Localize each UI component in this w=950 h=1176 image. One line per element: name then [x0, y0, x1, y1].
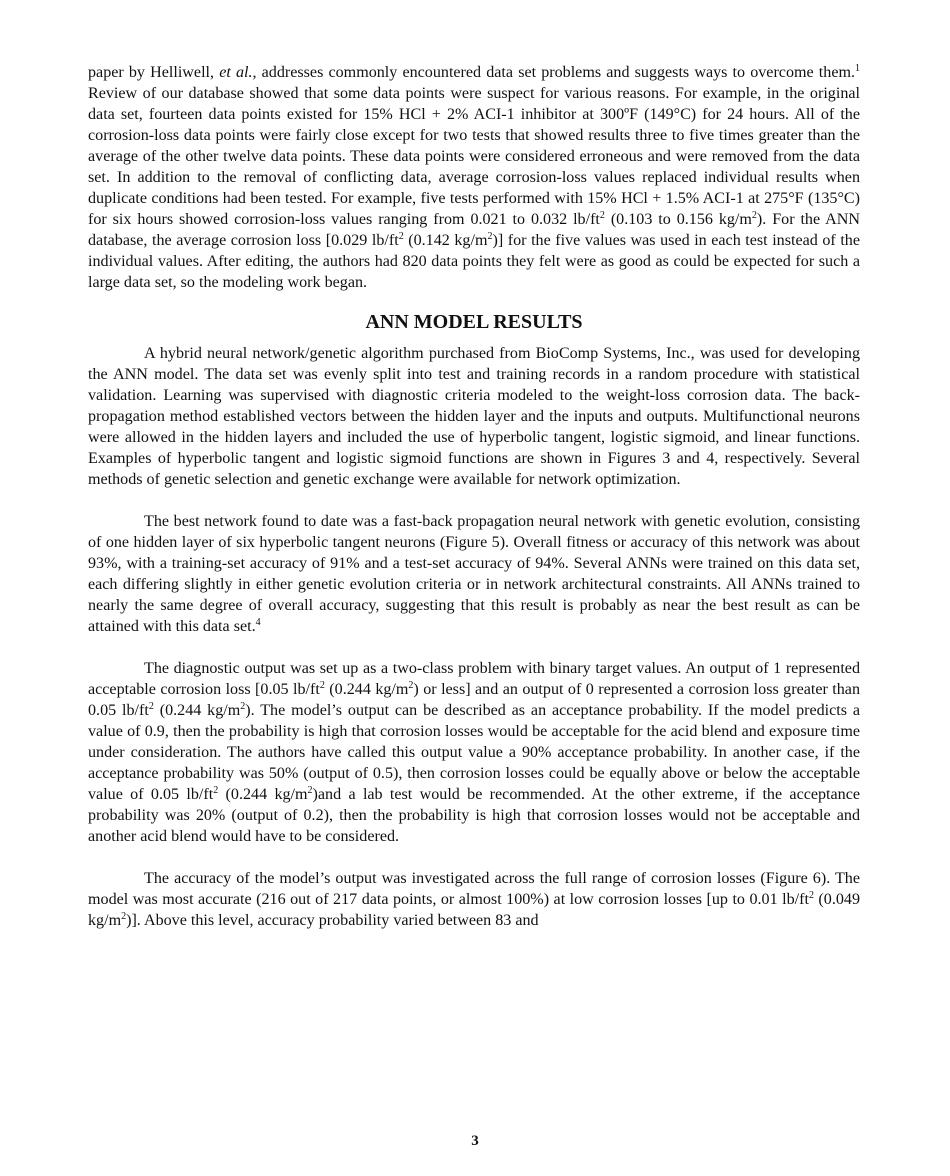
- superscript: 2: [148, 701, 154, 712]
- text-run: ). The model’s output can be described as an acceptance probability. If the model predicts a value of 0.9, then the probability is high that corrosion losses would be acceptable for the acid blend and exposure time under consideration. The authors have called this output value a 90% acceptance probability. In another case, if the acceptance probability was 50% (output of 0.5), then corrosion losses could be equally above or below the acceptable value of 0.05 lb/ft: [88, 702, 861, 803]
- text-run: ). For the ANN database, the average corrosion loss [0.029 lb/ft: [88, 211, 861, 249]
- text-run: ) or less] and an output of 0 represented a corrosion loss greater than 0.05 lb/ft: [88, 681, 860, 719]
- text-run: (0.244 kg/m: [218, 786, 308, 803]
- superscript: 2: [398, 231, 404, 242]
- section-heading: ANN MODEL RESULTS: [365, 311, 583, 333]
- paragraph-data-editing: [88, 62, 860, 293]
- text-run: (0.244 kg/m: [324, 681, 409, 698]
- text-run: )] for the five values was used in each test instead of the individual values. After editing, the authors had 820 data points they felt were as good as could be expected for such a large data set, so the modeling work began.: [88, 232, 860, 291]
- paragraph-best-network: [88, 511, 860, 637]
- superscript: 2: [121, 911, 127, 922]
- paragraph-model-description: A hybrid neural network/genetic algorithm purchased from BioComp Systems, Inc., was used for developing the ANN model. The data set was evenly split into test and training records in a random procedure with statistical validation. Learning was supervised with diagnostic criteria modeled to the weight-loss corrosion data. The back-propagation method established vectors between the hidden layer and the inputs and outputs. Multifunctional neurons were allowed in the hidden layers and included the use of hyperbolic tangent, logistic sigmoid, and linear functions. Examples of hyperbolic tangent and logistic sigmoid functions are shown in Figures 3 and 4, respectively. Several methods of genetic selection and genetic exchange were available for network optimization.: [88, 345, 860, 488]
- superscript: 2: [751, 210, 757, 221]
- text-run: , addresses commonly encountered data set problems and suggests ways to overcome them.: [252, 64, 855, 81]
- superscript: 2: [808, 890, 814, 901]
- italic-text: et al.: [219, 64, 253, 81]
- page-number: 3: [471, 1133, 479, 1149]
- text-run: (0.244 kg/m: [153, 702, 241, 719]
- text-run: The accuracy of the model’s output was investigated across the full range of corrosion losses (Figure 6). The model was most accurate (216 out of 217 data points, or almost 100%) at low corrosion losses [up to 0.01 lb/ft: [88, 870, 860, 908]
- text-run: paper by Helliwell,: [88, 64, 220, 81]
- superscript: 2: [408, 680, 414, 691]
- paragraph-diagnostic-output: [88, 658, 860, 847]
- superscript: 2: [319, 680, 325, 691]
- superscript: 2: [240, 701, 246, 712]
- superscript: 2: [307, 785, 313, 796]
- superscript: 2: [487, 231, 493, 242]
- superscript: 2: [599, 210, 605, 221]
- text-run: (0.049 kg/m: [88, 891, 860, 929]
- document-page: [88, 62, 860, 931]
- text-run: The diagnostic output was set up as a two-class problem with binary target values. An output of 1 represented acceptable corrosion loss [0.05 lb/ft: [88, 660, 860, 698]
- text-run: )and a lab test would be recommended. At the other extreme, if the acceptance probability was 20% (output of 0.2), then the probability is high that corrosion losses would not be acceptable and another acid blend would have to be considered.: [88, 786, 860, 845]
- superscript: 2: [213, 785, 219, 796]
- text-run: The best network found to date was a fast-back propagation neural network with genetic evolution, consisting of one hidden layer of six hyperbolic tangent neurons (Figure 5). Overall fitness or accuracy of this network was about 93%, with a training-set accuracy of 91% and a test-set accuracy of 94%. Several ANNs were trained on this data set, each differing slightly in either genetic evolution criteria or in network architectural constraints. All ANNs trained to nearly the same degree of overall accuracy, suggesting that this result is probably as near the best result as can be attained with this data set.: [88, 513, 860, 635]
- reference-superscript: 4: [255, 617, 261, 628]
- text-run: )]. Above this level, accuracy probability varied between 83 and: [126, 912, 539, 929]
- paragraph-model-accuracy: [88, 868, 860, 931]
- reference-superscript: 1: [855, 63, 860, 74]
- text-run: (0.142 kg/m: [403, 232, 488, 249]
- text-run: Review of our database showed that some data points were suspect for various reasons. For example, in the original data set, fourteen data points existed for 15% HCl + 2% ACI-1 inhibitor at 300ºF (149°C) for 24 hours. All of the corrosion-loss data points were fairly close except for two tests that showed results three to five times greater than the average of the other twelve data points. These data points were considered erroneous and were removed from the data set. In addition to the removal of conflicting data, average corrosion-loss values replaced individual results when duplicate conditions had been tested. For example, five tests performed with 15% HCl + 1.5% ACI-1 at 275°F (135°C) for six hours showed corrosion-loss values ranging from 0.021 to 0.032 lb/ft: [88, 85, 860, 228]
- text-run: (0.103 to 0.156 kg/m: [604, 211, 752, 228]
